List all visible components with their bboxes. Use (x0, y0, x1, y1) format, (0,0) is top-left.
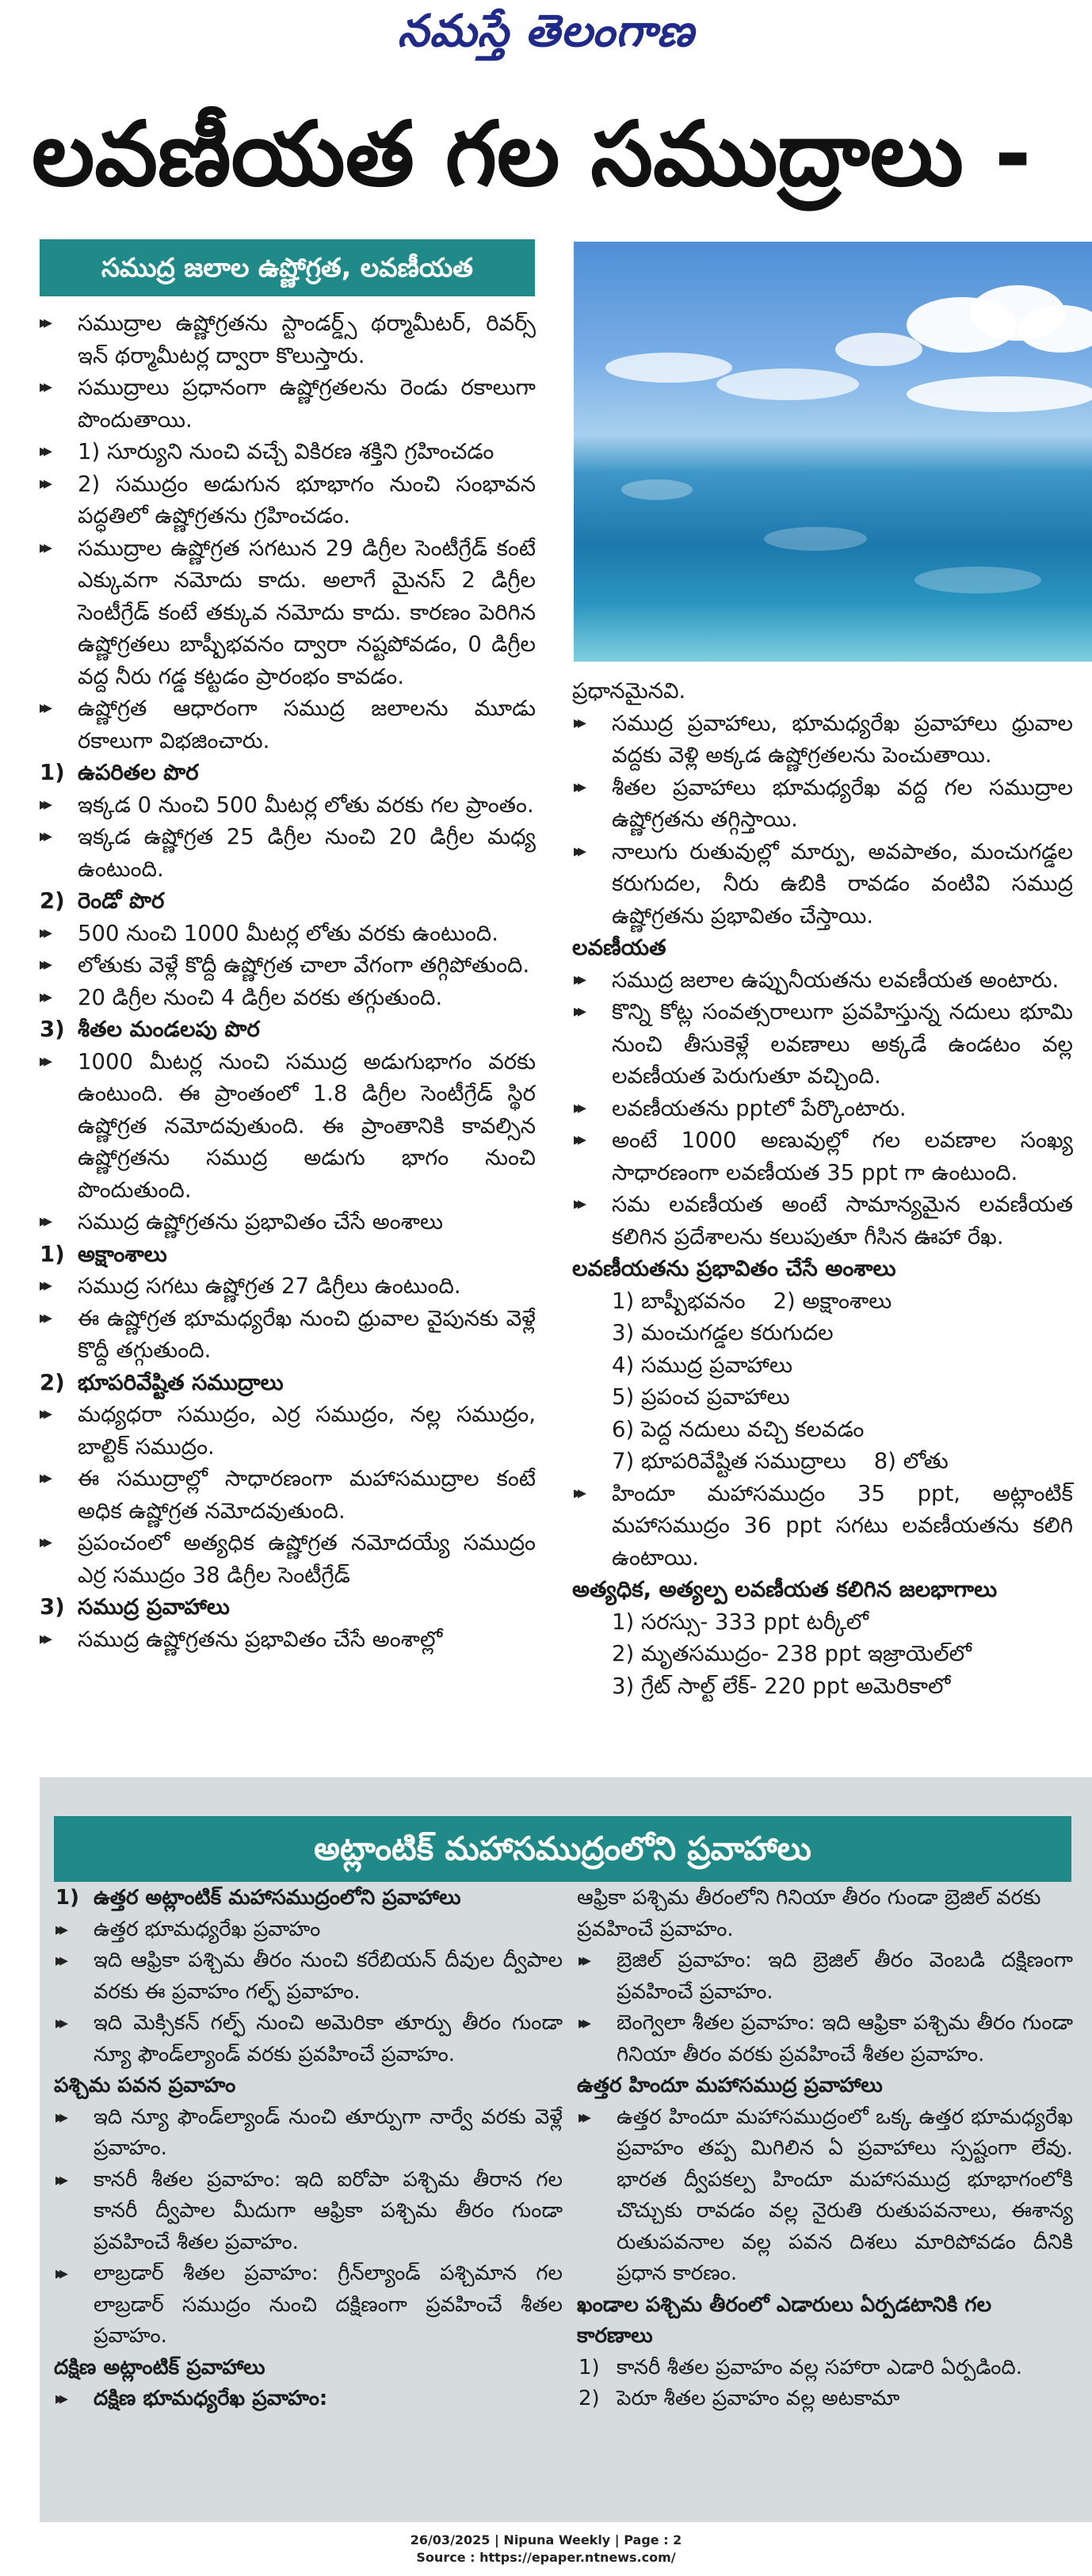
bullet-item: ▸▸ శీతల ప్రవాహాలు భూమధ్యరేఖ వద్ద గల సముద్రాల ఉష్ణోగ్రతను తగ్గిస్తాయి. (572, 772, 1073, 836)
subheading: లవణీయతను ప్రభావితం చేసే అంశాలు (572, 1256, 896, 1281)
item-text: శీతల మండలపు పొర (78, 1017, 260, 1042)
bullet-item: ▸▸ సముద్ర ఉష్ణోగ్రతను ప్రభావితం చేసే అంశాల్లో (38, 1624, 536, 1656)
bullet-item: ▸▸ 20 డిగ్రీల నుంచి 4 డిగ్రీల వరకు తగ్గుతుంది. (38, 982, 536, 1014)
bullet-item: ▸▸ 1000 మీటర్ల నుంచి సముద్ర అడుగుభాగం వరకు ఉంటుంది. ఈ ప్రాంతంలో 1.8 డిగ్రీల సెంటీగ్రేడ్ స్థిర ఉష్ణోగ్రత నమోదవుతుంది. ఈ ప్రాంతానికి కావల్సిన ఉష్ణోగ్రతను సముద్ర అడుగు భాగం నుంచి పొందుతుంది. (38, 1046, 536, 1207)
item-text: రెండో పొర (78, 888, 165, 914)
bullet-item: ▸▸ కొన్ని కోట్ల సంవత్సరాలుగా ప్రవహిస్తున్న నదులు భూమి నుంచి తీసుకెళ్లే లవణాలు అక్కడే ఉండటం వల్ల లవణీయత పెరుగుతూ వచ్చింది. (572, 996, 1073, 1093)
section1-column-left (38, 307, 536, 1655)
numbered-subheading (38, 1591, 536, 1624)
item-number: 1) (40, 1241, 65, 1267)
list-entry: 6) పెద్ద నదులు వచ్చి కలవడం (612, 1416, 865, 1442)
bullet-item: ▸▸ ఇది ఆఫ్రికా పశ్చిమ తీరం నుంచి కరేబియన్ దీవుల ద్వీపాల వరకు ఈ ప్రవాహం గల్ఫ్ ప్రవాహం. (54, 1945, 563, 2008)
list-entry: 5) ప్రపంచ ప్రవాహాలు (612, 1384, 790, 1410)
bullet-item: ▸▸ బెంగ్వెలా శీతల ప్రవాహం: ఇది ఆఫ్రికా పశ్చిమ తీరం గుండా గినియా తీరం వరకు ప్రవహించే శీతల ప్రవాహం. (577, 2008, 1073, 2070)
bullet-item: ▸▸ సముద్ర జలాల ఉప్పునీయతను లవణీయత అంటారు. (572, 964, 1073, 997)
footer-source-line: Source : https://epaper.ntnews.com/ (416, 2550, 676, 2565)
item-number: 2) (578, 2387, 600, 2410)
numbered-item (577, 2353, 1073, 2384)
numbered-item (577, 2383, 1073, 2415)
bullet-item: ▸▸ కానరీ శీతల ప్రవాహం: ఇది ఐరోపా పశ్చిమ తీరాన గల కానరీ ద్వీపాల మీదుగా ఆఫ్రికా పశ్చిమ తీరం గుండా ప్రవహించే శీతల ప్రవాహం. (54, 2165, 563, 2259)
numbered-subheading (38, 757, 536, 789)
bullet-item: ▸▸ ఇది న్యూ ఫౌండ్‌ల్యాండ్ నుంచి తూర్పుగా నార్వే వరకు వెళ్లే ప్రవాహం. (54, 2102, 563, 2165)
item-text: సముద్ర ప్రవాహాలు (78, 1594, 230, 1620)
bullet-item: ▸▸ లోతుకు వెళ్లే కొద్దీ ఉష్ణోగ్రత చాలా వేగంగా తగ్గిపోతుంది. (38, 949, 536, 982)
bullet-item: ▸▸ సముద్ర సగటు ఉష్ణోగ్రత 27 డిగ్రీలు ఉంటుంది. (38, 1270, 536, 1303)
bullet-item: ▸▸ ఇక్కడ 0 నుంచి 500 మీటర్ల లోతు వరకు గల ప్రాంతం. (38, 789, 536, 822)
sea-photo (574, 242, 1092, 662)
bullet-item: ▸▸ లాబ్రడార్ శీతల ప్రవాహం: గ్రీన్‌ల్యాండ్ పశ్చిమాన గల లాబ్రడార్ సముద్రం నుంచి దక్షిణంగా ప్రవహించే శీతల ప్రవాహం. (54, 2258, 563, 2353)
bullet-item: ▸▸ సముద్ర ప్రవాహాలు, భూమధ్యరేఖ ప్రవాహాలు ధ్రువాల వద్దకు వెళ్లి అక్కడ ఉష్ణోగ్రతలను పెంచుతాయి. (572, 708, 1073, 772)
numbered-subheading (38, 1238, 536, 1271)
item-text: ఉపరితల పొర (78, 760, 199, 785)
continued-text: ప్రధానమైనవి. (572, 678, 686, 704)
item-number: 2) (40, 888, 65, 914)
item-number: 1) (55, 1886, 79, 1910)
item-number: 3) (40, 1594, 65, 1620)
item-number: 1) (578, 2355, 600, 2379)
list-entry: 2) మృతసముద్రం- 238 ppt ఇజ్రాయెల్‌లో (612, 1641, 972, 1666)
bullet-item: ▸▸ అంటే 1000 అణువుల్లో గల లవణాల సంఖ్య సాధారణంగా లవణీయత 35 ppt గా ఉంటుంది. (572, 1124, 1073, 1189)
bullet-item: ▸▸ సముద్రాలు ప్రధానంగా ఉష్ణోగ్రతలను రెండు రకాలుగా పొందుతాయి. (38, 372, 536, 436)
list-entry: 3) మంచుగడ్డల కరుగుదల (612, 1320, 834, 1345)
item-text: భూపరివేష్టిత సముద్రాలు (78, 1369, 284, 1395)
bullet-item: ▸▸ 2) సముద్రం అడుగున భూభాగం నుంచి సంభావన పద్ధతిలో ఉష్ణోగ్రతను గ్రహించడం. (38, 468, 536, 532)
subheading: ఉత్తర హిందూ మహాసముద్ర ప్రవాహాలు (577, 2074, 883, 2097)
subheading: అత్యధిక, అత్యల్ప లవణీయత కలిగిన జలభాగాలు (572, 1577, 998, 1602)
item-number: 2) (40, 1369, 65, 1395)
bullet-item: ▸▸ ఇది మెక్సికన్ గల్ఫ్ నుంచి అమెరికా తూర్పు తీరం గుండా న్యూ ఫౌండ్‌ల్యాండ్ వరకు ప్రవహించే ప్రవాహం. (54, 2008, 563, 2070)
subheading: దక్షిణ అట్లాంటిక్ ప్రవాహాలు (54, 2355, 265, 2379)
numbered-subheading (38, 885, 536, 918)
bullet-item: ▸▸ సముద్రాల ఉష్ణోగ్రతను స్టాండర్డ్స్ థర్మామీటర్, రివర్స్ ఇన్ థర్మామీటర్ల ద్వారా కొలుస్తారు. (38, 307, 536, 372)
item-text: కానరీ శీతల ప్రవాహం వల్ల సహారా ఎడారి ఏర్పడింది. (617, 2355, 1023, 2379)
page-headline: లవణీయత గల సముద్రాలు - (32, 103, 1032, 206)
bullet-item: ▸▸ లవణీయతను pptలో పేర్కొంటారు. (572, 1093, 1073, 1125)
section-title-atlantic-currents: అట్లాంటిక్ మహాసముద్రంలోని ప్రవాహాలు (54, 1816, 1071, 1882)
bullet-item: ▸▸ ఉత్తర హిందూ మహాసముద్రంలో ఒక్క ఉత్తర భూమధ్యరేఖ ప్రవాహం తప్ప మిగిలిన ఏ ప్రవాహాలు స్పష్టంగా లేవు. భారత ద్వీపకల్ప హిందూ మహాసముద్ర భూభాగంలోకి చొచ్చుకు రావడం వల్ల నైరుతి రుతుపవనాలు, ఈశాన్య రుతుపవనాల వల్ల పవన దిశలు మారిపోవడం దీనికి ప్రధాన కారణం. (577, 2102, 1073, 2290)
list-entry: 1) బాష్పీభవనం 2) అక్షాంశాలు (612, 1288, 892, 1314)
subheading: లవణీయత (572, 935, 666, 960)
bullet-item: ▸▸ 500 నుంచి 1000 మీటర్ల లోతు వరకు ఉంటుంది. (38, 918, 536, 950)
section2-column-left (54, 1883, 563, 2415)
numbered-subheading (38, 1367, 536, 1399)
bullet-item: ▸▸ సముద్రాల ఉష్ణోగ్రత సగటున 29 డిగ్రీల సెంటీగ్రేడ్ కంటే ఎక్కువగా నమోదు కాదు. అలాగే మైనస్ 2 డిగ్రీల సెంటీగ్రేడ్ కంటే తక్కువ నమోదు కాదు. కారణం పెరిగిన ఉష్ణోగ్రతలు బాష్పీభవనం ద్వారా నష్టపోవడం, 0 డిగ్రీల వద్ద నీరు గడ్డ కట్టడం ప్రారంభం కావడం. (38, 532, 536, 693)
bullet-item: ▸▸ ప్రపంచంలో అత్యధిక ఉష్ణోగ్రత నమోదయ్యే సముద్రం ఎర్ర సముద్రం 38 డిగ్రీల సెంటీగ్రేడ్ (38, 1527, 536, 1591)
section-title-temperature-salinity: సముద్ర జలాల ఉష్ణోగ్రత, లవణీయత (40, 239, 535, 296)
bullet-item: ▸▸ సముద్ర ఉష్ణోగ్రతను ప్రభావితం చేసే అంశాలు (38, 1206, 536, 1238)
item-number: 1) (40, 760, 65, 785)
numbered-subheading (54, 1883, 563, 1914)
bullet-item: ▸▸ ఇక్కడ ఉష్ణోగ్రత 25 డిగ్రీల నుంచి 20 డిగ్రీల మధ్య ఉంటుంది. (38, 821, 536, 885)
bullet-item: ▸▸ ఉష్ణోగ్రత ఆధారంగా సముద్ర జలాలను మూడు రకాలుగా విభజించారు. (38, 693, 536, 757)
continued-text: ఆఫ్రికా పశ్చిమ తీరంలోని గినియా తీరం గుండా బ్రెజిల్ వరకు ప్రవహించే ప్రవాహం. (577, 1886, 1041, 1941)
bullet-item: ▸▸ 1) సూర్యుని నుంచి వచ్చే వికిరణ శక్తిని గ్రహించడం (38, 436, 536, 468)
bullet-item: ▸▸ హిందూ మహాసముద్రం 35 ppt, అట్లాంటిక్ మహాసముద్రం 36 ppt సగటు లవణీయతను కలిగి ఉంటాయి. (572, 1478, 1073, 1574)
item-number: 3) (40, 1017, 65, 1042)
bullet-item: ▸▸ ఈ సముద్రాల్లో సాధారణంగా మహాసముద్రాల కంటే అధిక ఉష్ణోగ్రత నమోదవుతుంది. (38, 1463, 536, 1527)
list-entry: 1) సరస్సు- 333 ppt టర్కీలో (612, 1609, 869, 1635)
bullet-item: ▸▸ దక్షిణ భూమధ్యరేఖ ప్రవాహం: (54, 2383, 563, 2415)
item-text: అక్షాంశాలు (78, 1241, 167, 1267)
bullet-item: ▸▸ నాలుగు రుతువుల్లో మార్పు, అవపాతం, మంచుగడ్డల కరుగుదల, నీరు ఉబికి రావడం వంటివి సముద్ర ఉష్ణోగ్రతను ప్రభావితం చేస్తాయి. (572, 836, 1073, 933)
item-text: ఉత్తర అట్లాంటిక్ మహాసముద్రంలోని ప్రవాహాలు (94, 1886, 461, 1910)
section1-column-right (572, 675, 1073, 1702)
list-entry: 3) గ్రేట్ సాల్ట్ లేక్- 220 ppt అమెరికాలో (612, 1673, 951, 1699)
bullet-item: ▸▸ మధ్యధరా సముద్రం, ఎర్ర సముద్రం, నల్ల సముద్రం, బాల్టిక్ సముద్రం. (38, 1399, 536, 1463)
list-entry: 4) సముద్ర ప్రవాహాలు (612, 1352, 792, 1378)
bullet-item: ▸▸ సమ లవణీయత అంటే సామాన్యమైన లవణీయత కలిగిన ప్రదేశాలను కలుపుతూ గీసిన ఊహా రేఖ. (572, 1189, 1073, 1253)
footer-date-line: 26/03/2025 | Nipuna Weekly | Page : 2 (410, 2532, 682, 2547)
subheading: పశ్చిమ పవన ప్రవాహం (54, 2074, 236, 2097)
bullet-item: ▸▸ బ్రెజిల్ ప్రవాహం: ఇది బ్రెజిల్ తీరం వెంబడి దక్షిణంగా ప్రవహించే ప్రవాహం. (577, 1945, 1073, 2008)
section2-column-right (577, 1883, 1073, 2415)
bullet-item: ▸▸ ఉత్తర భూమధ్యరేఖ ప్రవాహం (54, 1914, 563, 1946)
masthead-logo: నమస్తే తెలంగాణ (397, 5, 695, 57)
bullet-item: ▸▸ ఈ ఉష్ణోగ్రత భూమధ్యరేఖ నుంచి ధ్రువాల వైపునకు వెళ్లే కొద్దీ తగ్గుతుంది. (38, 1303, 536, 1367)
numbered-subheading (38, 1013, 536, 1046)
subheading: ఖండాల పశ్చిమ తీరంలో ఎడారులు ఏర్పడటానికి గల కారణాలు (577, 2292, 992, 2348)
item-text: పెరూ శీతల ప్రవాహం వల్ల అటకామా (617, 2387, 900, 2410)
list-entry: 7) భూపరివేష్టిత సముద్రాలు 8) లోతు (612, 1448, 949, 1474)
